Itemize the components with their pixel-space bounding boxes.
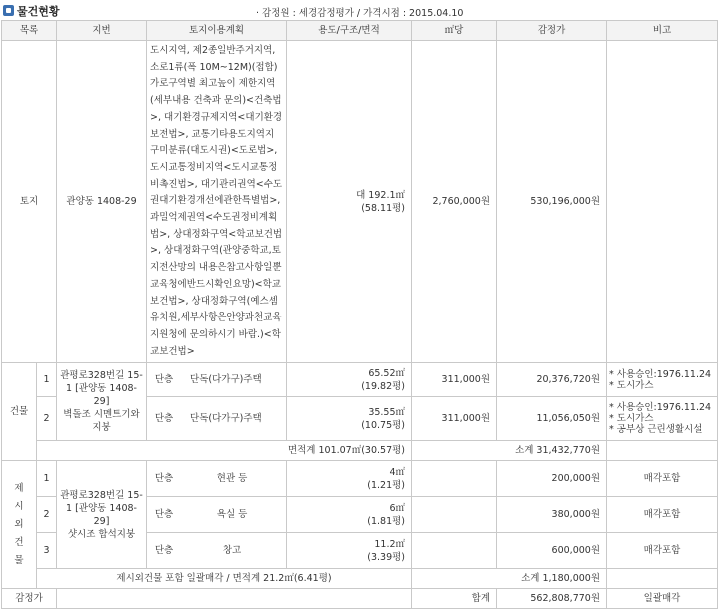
building-unit-price-1: 311,000원	[412, 363, 497, 397]
building-unit-price-2: 311,000원	[412, 397, 497, 441]
extra-note-2: 매각포함	[607, 497, 718, 533]
extra-unit-price-3	[412, 533, 497, 569]
extra-category-char-2: 시	[14, 500, 24, 512]
extra-category-char-5: 물	[14, 554, 24, 566]
building-note-1-line-2: * 도시가스	[609, 379, 654, 391]
extra-structure: 샷시조 합석지붕	[67, 528, 136, 540]
total-value: 562,808,770원	[497, 589, 607, 609]
land-category: 토지	[2, 41, 57, 363]
extra-subtotal-blank	[607, 569, 718, 589]
land-area-pyeong: (58.11평)	[361, 202, 406, 214]
extra-unit-price-1	[412, 461, 497, 497]
extra-value-1: 200,000원	[497, 461, 607, 497]
extra-address-cell	[57, 461, 147, 569]
total-blank	[57, 589, 412, 609]
extra-use-3: 창고	[222, 545, 242, 557]
col-header-lot: 지번	[57, 21, 147, 41]
extra-floor-use-3	[147, 533, 287, 569]
building-area-sqm-2: 35.55㎡	[368, 406, 406, 418]
table-header-row	[2, 21, 718, 41]
land-appraised-value: 530,196,000원	[497, 41, 607, 363]
land-area	[287, 41, 412, 363]
building-floor-1: 단층	[154, 374, 174, 386]
extra-floor-use-2	[147, 497, 287, 533]
col-header-land-plan: 토지이용계획	[147, 21, 287, 41]
land-note	[607, 41, 718, 363]
extra-floor-3: 단층	[154, 545, 174, 557]
building-floor-use-2	[147, 397, 287, 441]
extra-area-2	[287, 497, 412, 533]
extra-use-2: 욕실 등	[216, 509, 248, 521]
land-unit-price: 2,760,000원	[412, 41, 497, 363]
extra-category-char-4: 건	[14, 536, 24, 548]
extra-area-sqm-2: 6㎡	[389, 502, 406, 514]
building-address: 관평로328번길 15-1 [관양동 1408-29]	[60, 370, 143, 408]
building-note-2-line-3: * 공부상 근린생활시설	[609, 424, 703, 436]
building-structure: 벽돌조 시멘트기와지붕	[63, 409, 140, 434]
extra-value-3: 600,000원	[497, 533, 607, 569]
section-bullet-icon	[3, 5, 14, 16]
extra-area-3	[287, 533, 412, 569]
extra-floor-2: 단층	[154, 509, 174, 521]
extra-row-1	[2, 461, 718, 497]
building-floor-2: 단층	[154, 413, 174, 425]
extra-area-pyeong-3: (3.39평)	[367, 551, 406, 563]
building-subtotal-row	[2, 441, 718, 461]
total-row	[2, 589, 718, 609]
col-header-unit-price: ㎡당	[412, 21, 497, 41]
extra-area-pyeong-1: (1.21평)	[367, 479, 406, 491]
section-title: 물건현황	[17, 5, 60, 18]
building-note-1-line-1: * 사용승인:1976.11.24	[609, 368, 712, 380]
extra-subtotal: 소계 1,180,000원	[412, 569, 607, 589]
total-sum-label: 합계	[412, 589, 497, 609]
extra-no-3: 3	[37, 533, 57, 569]
land-use-plan: 도시지역, 제2종일반주거지역, 소로1류(폭 10M~12M)(접합)가로구역별 최고높이 제한지역(세부내용 건축과 문의)<건축법>, 대기환경규제지역<대기환경보전법>, 교통기타용도지역지구미분류(대도시권)<도로법>, 도시교통정비지역<도시교통정비촉진법>, 대기관리권역<수도권대기환경개선에관한특별법>, 과밀억제권역<수도권정비계획법>, 상대정화구역<학교보건법>, 상대정화구역(관양중학교,토지전산망의 내용은참고사항일뿐교육청에반드시확인요망)<학교보건법>, 상대정화구역(예스셈유치원,세부사항은안양과천교육지원청에 문의하시기 바람.)<학교보건법>	[147, 41, 287, 363]
building-category: 건물	[2, 363, 37, 461]
building-floor-use-1	[147, 363, 287, 397]
building-value-1: 20,376,720원	[497, 363, 607, 397]
extra-value-2: 380,000원	[497, 497, 607, 533]
land-row	[2, 41, 718, 363]
building-note-2-line-2: * 도시가스	[609, 413, 654, 425]
extra-area-sqm-3: 11.2㎡	[374, 538, 406, 550]
extra-subtotal-row	[2, 569, 718, 589]
extra-floor-1: 단층	[154, 473, 174, 485]
building-use-1: 단독(다가구)주택	[190, 374, 262, 386]
col-header-appraised: 감정가	[497, 21, 607, 41]
property-status-table	[1, 20, 718, 609]
extra-category-char-1: 제	[14, 482, 24, 494]
building-note-2-line-1: * 사용승인:1976.11.24	[609, 402, 712, 414]
extra-floor-use-1	[147, 461, 287, 497]
extra-note-1: 매각포함	[607, 461, 718, 497]
building-note-2	[607, 397, 718, 441]
extra-area-pyeong-2: (1.81평)	[367, 515, 406, 527]
building-area-pyeong-1: (19.82평)	[361, 380, 406, 392]
appraisal-info: · 감정원 : 세경감정평가 / 가격시점 : 2015.04.10	[256, 8, 464, 19]
building-area-2	[287, 397, 412, 441]
building-value-2: 11,056,050원	[497, 397, 607, 441]
building-subtotal: 소계 31,432,770원	[412, 441, 607, 461]
building-area-pyeong-2: (10.75평)	[361, 419, 406, 431]
extra-area-1	[287, 461, 412, 497]
building-address-cell	[57, 363, 147, 441]
building-no-2: 2	[37, 397, 57, 441]
building-no-1: 1	[37, 363, 57, 397]
col-header-note: 비고	[607, 21, 718, 41]
land-address: 관양동 1408-29	[57, 41, 147, 363]
building-row-1	[2, 363, 718, 397]
extra-area-sqm-1: 4㎡	[389, 466, 406, 478]
extra-use-1: 현관 등	[216, 473, 248, 485]
extra-note-3: 매각포함	[607, 533, 718, 569]
total-label: 감정가	[2, 589, 57, 609]
extra-category	[2, 461, 37, 589]
building-area-total: 면적계 101.07㎡(30.57평)	[37, 441, 412, 461]
extra-area-total: 제시외건물 포함 일괄매각 / 면적계 21.2㎡(6.41평)	[37, 569, 412, 589]
land-area-sqm: 대 192.1㎡	[356, 189, 406, 201]
total-note: 일괄매각	[607, 589, 718, 609]
extra-no-2: 2	[37, 497, 57, 533]
extra-unit-price-2	[412, 497, 497, 533]
building-use-2: 단독(다가구)주택	[190, 413, 262, 425]
col-header-area: 용도/구조/면적	[287, 21, 412, 41]
building-note-1	[607, 363, 718, 397]
building-subtotal-blank	[607, 441, 718, 461]
extra-no-1: 1	[37, 461, 57, 497]
building-area-sqm-1: 65.52㎡	[368, 367, 406, 379]
building-area-1	[287, 363, 412, 397]
extra-category-char-3: 외	[14, 518, 24, 530]
col-header-item: 목록	[2, 21, 57, 41]
extra-address: 관평로328번길 15-1 [관양동 1408-29]	[60, 489, 143, 527]
section-header	[0, 0, 720, 20]
